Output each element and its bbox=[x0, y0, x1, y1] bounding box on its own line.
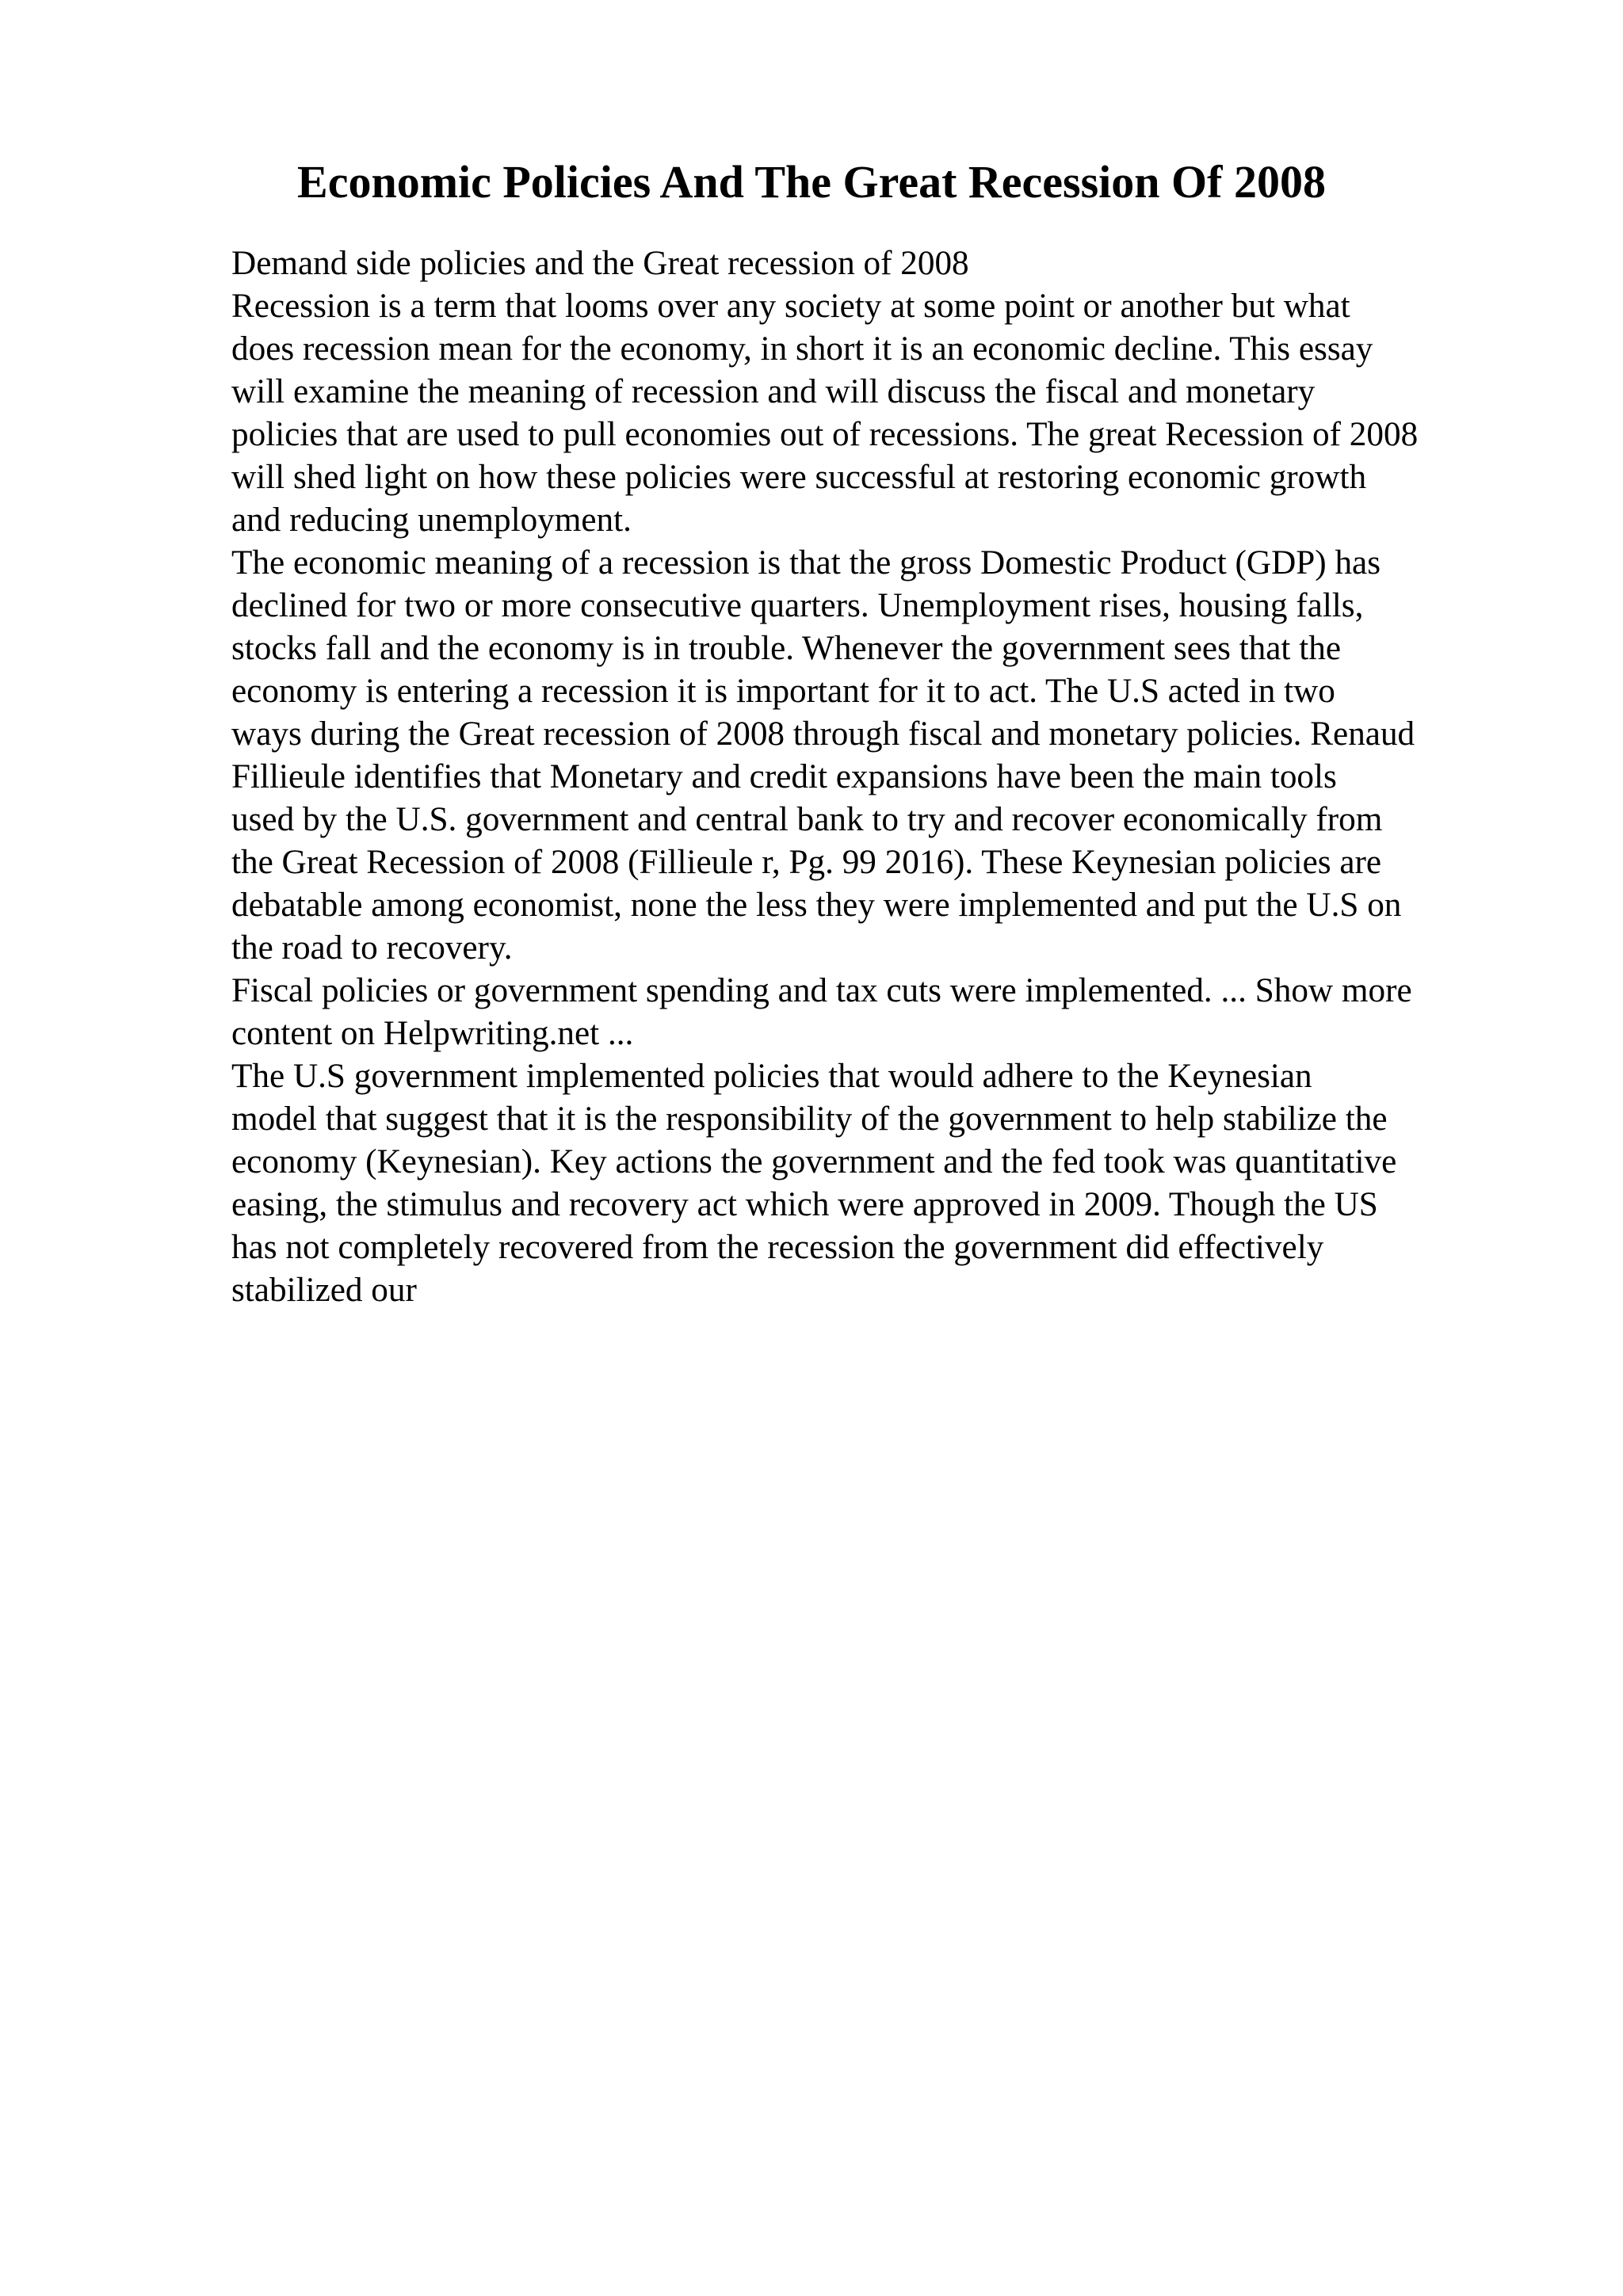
text-line: has not completely recovered from the recession the government did effectively bbox=[231, 1229, 1324, 1266]
text-line: economy (Keynesian). Key actions the government and the fed took was quantitative bbox=[231, 1143, 1397, 1180]
text-line: the road to recovery. bbox=[231, 929, 513, 967]
text-line: Fillieule identifies that Monetary and credit expansions have been the main tools bbox=[231, 758, 1337, 795]
text-line: The economic meaning of a recession is that the gross Domestic Product (GDP) has bbox=[231, 544, 1381, 582]
text-line: will examine the meaning of recession and will discuss the fiscal and monetary bbox=[231, 373, 1316, 410]
text-line: ways during the Great recession of 2008 through fiscal and monetary policies. Renaud bbox=[231, 715, 1415, 753]
text-line: and reducing unemployment. bbox=[231, 502, 632, 539]
text-line: does recession mean for the economy, in short it is an economic decline. This essay bbox=[231, 330, 1373, 368]
text-line: model that suggest that it is the responsibility of the government to help stabilize the bbox=[231, 1100, 1388, 1138]
text-line: the Great Recession of 2008 (Fillieule r, Pg. 99 2016). These Keynesian policies are bbox=[231, 844, 1382, 881]
text-line: stocks fall and the economy is in trouble. Whenever the government sees that the bbox=[231, 630, 1341, 667]
text-line: Recession is a term that looms over any society at some point or another but what bbox=[231, 288, 1350, 325]
text-line: easing, the stimulus and recovery act which were approved in 2009. Though the US bbox=[231, 1186, 1378, 1223]
text-line: stabilized our bbox=[231, 1272, 417, 1309]
text-line: policies that are used to pull economies out of recessions. The great Recession of 2008 bbox=[231, 416, 1419, 453]
text-line: declined for two or more consecutive quarters. Unemployment rises, housing falls, bbox=[231, 587, 1364, 624]
text-line: Demand side policies and the Great recession of 2008 bbox=[231, 245, 969, 282]
document-body bbox=[231, 242, 1515, 1312]
text-line: The U.S government implemented policies that would adhere to the Keynesian bbox=[231, 1058, 1312, 1095]
document-title: Economic Policies And The Great Recession Of 2008 bbox=[297, 156, 1326, 208]
text-line: debatable among economist, none the less they were implemented and put the U.S on bbox=[231, 887, 1402, 924]
text-line: used by the U.S. government and central bank to try and recover economically from bbox=[231, 801, 1383, 838]
text-line: Fiscal policies or government spending and tax cuts were implemented. ... Show more bbox=[231, 972, 1412, 1009]
text-line: economy is entering a recession it is important for it to act. The U.S acted in two bbox=[231, 673, 1335, 710]
text-line: content on Helpwriting.net ... bbox=[231, 1015, 634, 1052]
text-line: will shed light on how these policies were successful at restoring economic growth bbox=[231, 459, 1367, 496]
